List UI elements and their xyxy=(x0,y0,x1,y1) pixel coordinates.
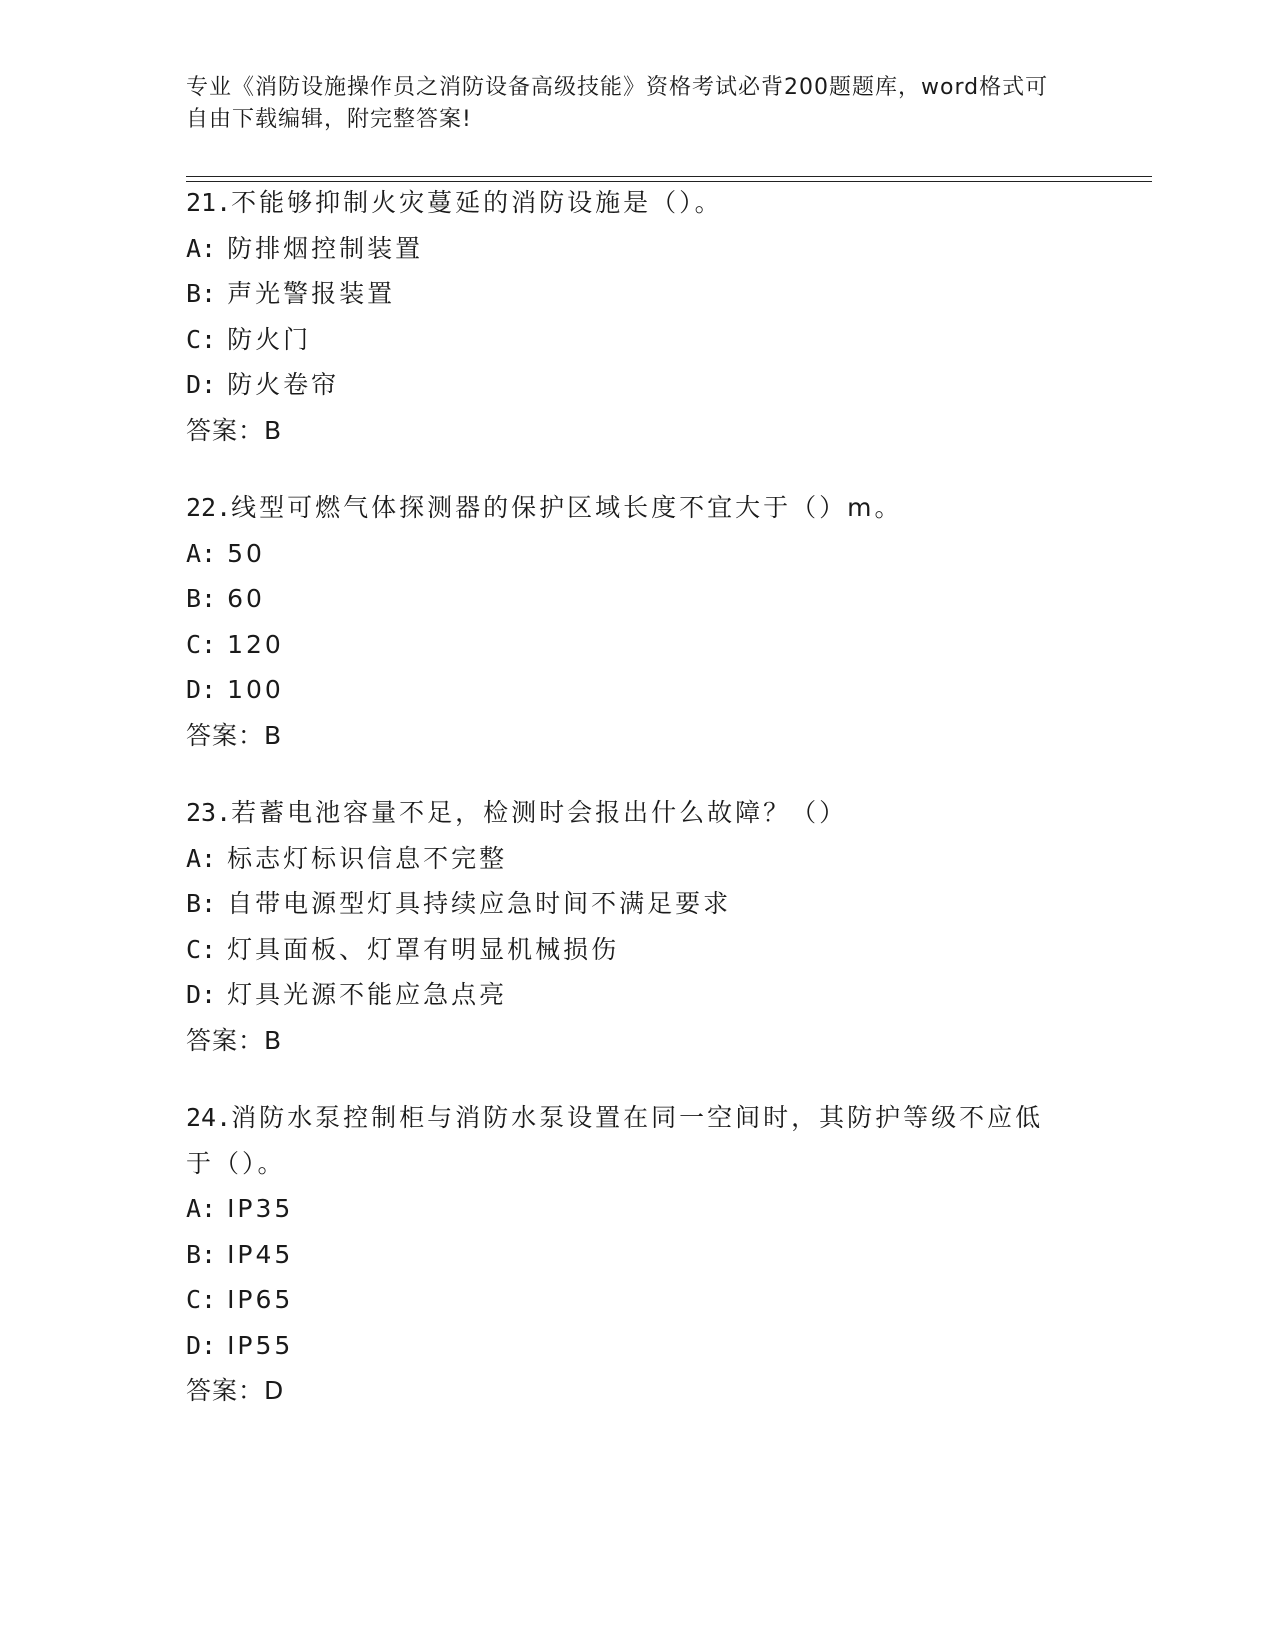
option-d xyxy=(186,667,1086,713)
option-letter: C: xyxy=(186,1285,217,1314)
option-c xyxy=(186,927,1086,973)
option-letter: B: xyxy=(186,1239,217,1269)
question-number: 24. xyxy=(186,1103,232,1132)
header-divider-top xyxy=(186,176,1152,177)
option-text: 自带电源型灯具持续应急时间不满足要求 xyxy=(227,889,732,918)
option-letter: C: xyxy=(186,629,217,659)
question-22 xyxy=(186,485,1086,758)
answer-value: B xyxy=(264,720,283,750)
option-c xyxy=(186,317,1086,363)
answer-label: 答案： xyxy=(186,720,265,750)
question-21 xyxy=(186,180,1086,453)
question-stem xyxy=(186,790,1086,836)
answer-value: D xyxy=(264,1376,285,1405)
option-d xyxy=(186,972,1086,1018)
option-letter: C: xyxy=(186,324,217,354)
question-24 xyxy=(186,1095,1086,1414)
option-text: 灯具面板、灯罩有明显机械损伤 xyxy=(227,934,620,964)
answer-line xyxy=(186,713,1086,759)
option-text: IP55 xyxy=(227,1330,294,1360)
option-b xyxy=(186,271,1086,317)
question-23 xyxy=(186,790,1086,1063)
answer-value: B xyxy=(264,1025,283,1055)
answer-value: B xyxy=(264,415,283,445)
option-text: 100 xyxy=(227,675,284,704)
option-letter: B: xyxy=(186,584,217,613)
option-letter: D: xyxy=(186,370,217,399)
answer-line xyxy=(186,1018,1086,1064)
option-text: 声光警报装置 xyxy=(227,279,396,308)
option-a xyxy=(186,226,1086,272)
question-stem xyxy=(186,485,1086,531)
option-text: 防排烟控制装置 xyxy=(227,233,424,263)
option-letter: B: xyxy=(186,279,217,308)
question-text: 不能够抑制火灾蔓延的消防设施是（）。 xyxy=(231,188,723,217)
option-letter: A: xyxy=(186,233,217,263)
document-intro: 专业《消防设施操作员之消防设备高级技能》资格考试必背200题题库，word格式可自由下载编辑，附完整答案! xyxy=(186,75,1049,132)
question-text: 线型可燃气体探测器的保护区域长度不宜大于（）m。 xyxy=(231,493,903,522)
option-a xyxy=(186,531,1086,577)
option-b xyxy=(186,1232,1086,1278)
option-text: IP45 xyxy=(227,1239,294,1269)
question-number: 22. xyxy=(186,493,232,522)
answer-label: 答案： xyxy=(186,415,265,445)
option-letter: D: xyxy=(186,1330,217,1360)
option-text: 50 xyxy=(227,538,265,568)
option-text: 防火卷帘 xyxy=(227,370,340,399)
option-letter: C: xyxy=(186,934,217,964)
option-text: 防火门 xyxy=(227,324,312,354)
option-letter: D: xyxy=(186,675,217,704)
option-b xyxy=(186,881,1086,927)
question-text: 消防水泵控制柜与消防水泵设置在同一空间时，其防护等级不应低于（）。 xyxy=(186,1103,1044,1178)
answer-label: 答案： xyxy=(186,1376,265,1405)
option-text: 标志灯标识信息不完整 xyxy=(227,843,508,873)
question-number: 21. xyxy=(186,188,232,217)
question-stem xyxy=(186,180,1086,226)
option-a xyxy=(186,1186,1086,1232)
option-letter: A: xyxy=(186,538,217,568)
option-c xyxy=(186,1277,1086,1323)
answer-line xyxy=(186,408,1086,454)
option-c xyxy=(186,622,1086,668)
option-text: IP35 xyxy=(227,1194,294,1223)
option-letter: B: xyxy=(186,889,217,918)
answer-line xyxy=(186,1368,1086,1414)
option-d xyxy=(186,1323,1086,1369)
option-text: 120 xyxy=(227,629,284,659)
question-stem xyxy=(186,1095,1066,1186)
question-text: 若蓄电池容量不足，检测时会报出什么故障？（） xyxy=(231,798,848,827)
option-text: 60 xyxy=(227,584,265,613)
option-text: 灯具光源不能应急点亮 xyxy=(227,980,508,1009)
option-letter: A: xyxy=(186,1194,217,1223)
option-b xyxy=(186,576,1086,622)
option-text: IP65 xyxy=(227,1285,294,1314)
option-letter: D: xyxy=(186,980,217,1009)
option-letter: A: xyxy=(186,843,217,873)
answer-label: 答案： xyxy=(186,1025,265,1055)
question-number: 23. xyxy=(186,798,232,827)
option-a xyxy=(186,836,1086,882)
option-d xyxy=(186,362,1086,408)
